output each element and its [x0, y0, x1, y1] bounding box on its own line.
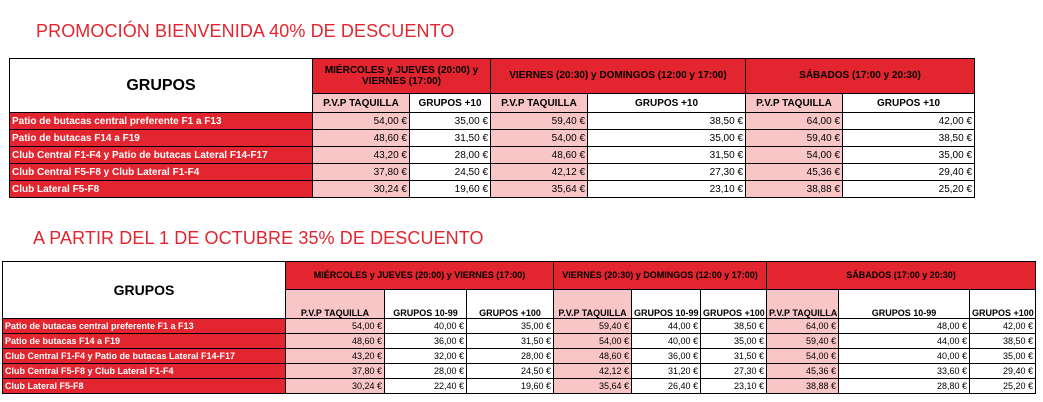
price-cell: 43,20 €	[286, 349, 385, 364]
column-header-groups-100: GRUPOS +100	[970, 290, 1036, 319]
column-header-groups-10-99: GRUPOS 10-99	[632, 290, 701, 319]
row-label: Club Central F1-F4 y Patio de butacas Lateral F14-F17	[3, 349, 286, 364]
groups-header: GRUPOS	[3, 262, 286, 319]
price-cell: 23,10 €	[588, 181, 746, 198]
row-label: Patio de butacas F14 a F19	[10, 130, 313, 147]
price-cell: 42,00 €	[843, 113, 975, 130]
row-label: Patio de butacas central preferente F1 a F13	[3, 319, 286, 334]
price-cell: 23,10 €	[701, 379, 767, 394]
price-cell: 38,50 €	[843, 130, 975, 147]
row-label: Club Lateral F5-F8	[3, 379, 286, 394]
price-cell: 31,50 €	[410, 130, 491, 147]
column-header-pvp: P.V.P TAQUILLA	[313, 94, 410, 113]
price-cell: 28,00 €	[385, 364, 467, 379]
column-header-pvp: P.V.P TAQUILLA	[554, 290, 632, 319]
column-header-pvp: P.V.P TAQUILLA	[286, 290, 385, 319]
price-table-welcome	[9, 58, 975, 198]
price-cell: 40,00 €	[632, 334, 701, 349]
price-cell: 48,60 €	[286, 334, 385, 349]
price-cell: 19,60 €	[410, 181, 491, 198]
price-cell: 35,00 €	[701, 334, 767, 349]
day-header-wed-thu: MIÉRCOLES y JUEVES (20:00) y VIERNES (17:00)	[286, 262, 554, 290]
price-cell: 45,36 €	[746, 164, 843, 181]
price-cell: 35,00 €	[410, 113, 491, 130]
table-row	[10, 181, 975, 198]
price-cell: 31,50 €	[701, 349, 767, 364]
day-header-fri-sun: VIERNES (20:30) y DOMINGOS (12:00 y 17:00)	[554, 262, 767, 290]
price-cell: 29,40 €	[970, 364, 1036, 379]
row-label: Club Central F1-F4 y Patio de butacas Lateral F14-F17	[10, 147, 313, 164]
column-header-pvp: P.V.P TAQUILLA	[746, 94, 843, 113]
price-cell: 25,20 €	[843, 181, 975, 198]
table-row	[10, 113, 975, 130]
price-cell: 27,30 €	[701, 364, 767, 379]
day-header-sat: SÁBADOS (17:00 y 20:30)	[746, 59, 975, 94]
day-header-sat: SÁBADOS (17:00 y 20:30)	[767, 262, 1036, 290]
row-label: Patio de butacas F14 a F19	[3, 334, 286, 349]
price-cell: 36,00 €	[385, 334, 467, 349]
price-cell: 42,12 €	[554, 364, 632, 379]
column-header-groups: GRUPOS +10	[410, 94, 491, 113]
price-cell: 22,40 €	[385, 379, 467, 394]
column-header-groups-10-99: GRUPOS 10-99	[839, 290, 970, 319]
price-cell: 54,00 €	[746, 147, 843, 164]
price-cell: 64,00 €	[767, 319, 839, 334]
price-cell: 38,50 €	[970, 334, 1036, 349]
groups-header: GRUPOS	[10, 59, 313, 113]
price-cell: 28,80 €	[839, 379, 970, 394]
price-cell: 27,30 €	[588, 164, 746, 181]
price-cell: 48,60 €	[313, 130, 410, 147]
column-header-groups: GRUPOS +10	[588, 94, 746, 113]
price-cell: 54,00 €	[313, 113, 410, 130]
section2-title: A PARTIR DEL 1 DE OCTUBRE 35% DE DESCUENTO	[33, 228, 484, 248]
price-cell: 33,60 €	[839, 364, 970, 379]
table-row	[10, 130, 975, 147]
price-cell: 59,40 €	[746, 130, 843, 147]
price-cell: 35,00 €	[467, 319, 554, 334]
row-label: Club Central F5-F8 y Club Lateral F1-F4	[3, 364, 286, 379]
price-cell: 29,40 €	[843, 164, 975, 181]
price-cell: 42,00 €	[970, 319, 1036, 334]
price-cell: 37,80 €	[313, 164, 410, 181]
table-row	[10, 147, 975, 164]
price-cell: 35,00 €	[843, 147, 975, 164]
price-cell: 38,88 €	[767, 379, 839, 394]
price-cell: 35,00 €	[970, 349, 1036, 364]
price-cell: 32,00 €	[385, 349, 467, 364]
price-cell: 31,50 €	[467, 334, 554, 349]
price-cell: 30,24 €	[313, 181, 410, 198]
price-cell: 38,50 €	[701, 319, 767, 334]
row-label: Club Central F5-F8 y Club Lateral F1-F4	[10, 164, 313, 181]
price-cell: 48,60 €	[491, 147, 588, 164]
price-cell: 31,50 €	[588, 147, 746, 164]
price-cell: 44,00 €	[632, 319, 701, 334]
price-cell: 30,24 €	[286, 379, 385, 394]
price-cell: 38,88 €	[746, 181, 843, 198]
table-row	[3, 364, 1036, 379]
price-cell: 45,36 €	[767, 364, 839, 379]
row-label: Patio de butacas central preferente F1 a F13	[10, 113, 313, 130]
column-header-groups-10-99: GRUPOS 10-99	[385, 290, 467, 319]
price-cell: 35,00 €	[588, 130, 746, 147]
price-cell: 38,50 €	[588, 113, 746, 130]
price-cell: 48,60 €	[554, 349, 632, 364]
price-cell: 31,20 €	[632, 364, 701, 379]
price-cell: 59,40 €	[554, 319, 632, 334]
column-header-groups-100: GRUPOS +100	[467, 290, 554, 319]
price-cell: 25,20 €	[970, 379, 1036, 394]
price-cell: 42,12 €	[491, 164, 588, 181]
price-cell: 44,00 €	[839, 334, 970, 349]
price-cell: 64,00 €	[746, 113, 843, 130]
price-cell: 54,00 €	[286, 319, 385, 334]
price-cell: 36,00 €	[632, 349, 701, 364]
column-header-groups-100: GRUPOS +100	[701, 290, 767, 319]
price-cell: 54,00 €	[767, 349, 839, 364]
price-cell: 28,00 €	[467, 349, 554, 364]
column-header-groups: GRUPOS +10	[843, 94, 975, 113]
table-row	[3, 319, 1036, 334]
price-cell: 26,40 €	[632, 379, 701, 394]
price-cell: 28,00 €	[410, 147, 491, 164]
day-header-fri-sun: VIERNES (20:30) y DOMINGOS (12:00 y 17:00)	[491, 59, 746, 94]
price-cell: 37,80 €	[286, 364, 385, 379]
section1-title: PROMOCIÓN BIENVENIDA 40% DE DESCUENTO	[36, 21, 455, 41]
price-cell: 24,50 €	[467, 364, 554, 379]
price-cell: 54,00 €	[491, 130, 588, 147]
column-header-pvp: P.V.P TAQUILLA	[491, 94, 588, 113]
table-row	[10, 164, 975, 181]
table-row	[3, 379, 1036, 394]
price-cell: 19,60 €	[467, 379, 554, 394]
row-label: Club Lateral F5-F8	[10, 181, 313, 198]
price-cell: 54,00 €	[554, 334, 632, 349]
price-cell: 48,00 €	[839, 319, 970, 334]
price-cell: 59,40 €	[491, 113, 588, 130]
price-cell: 59,40 €	[767, 334, 839, 349]
price-cell: 40,00 €	[385, 319, 467, 334]
price-cell: 43,20 €	[313, 147, 410, 164]
price-cell: 24,50 €	[410, 164, 491, 181]
day-header-wed-thu: MIÉRCOLES y JUEVES (20:00) y VIERNES (17:00)	[313, 59, 491, 94]
price-cell: 35,64 €	[491, 181, 588, 198]
table-row	[3, 349, 1036, 364]
column-header-pvp: P.V.P TAQUILLA	[767, 290, 839, 319]
price-table-october	[2, 261, 1036, 394]
price-cell: 35,64 €	[554, 379, 632, 394]
price-cell: 40,00 €	[839, 349, 970, 364]
table-row	[3, 334, 1036, 349]
